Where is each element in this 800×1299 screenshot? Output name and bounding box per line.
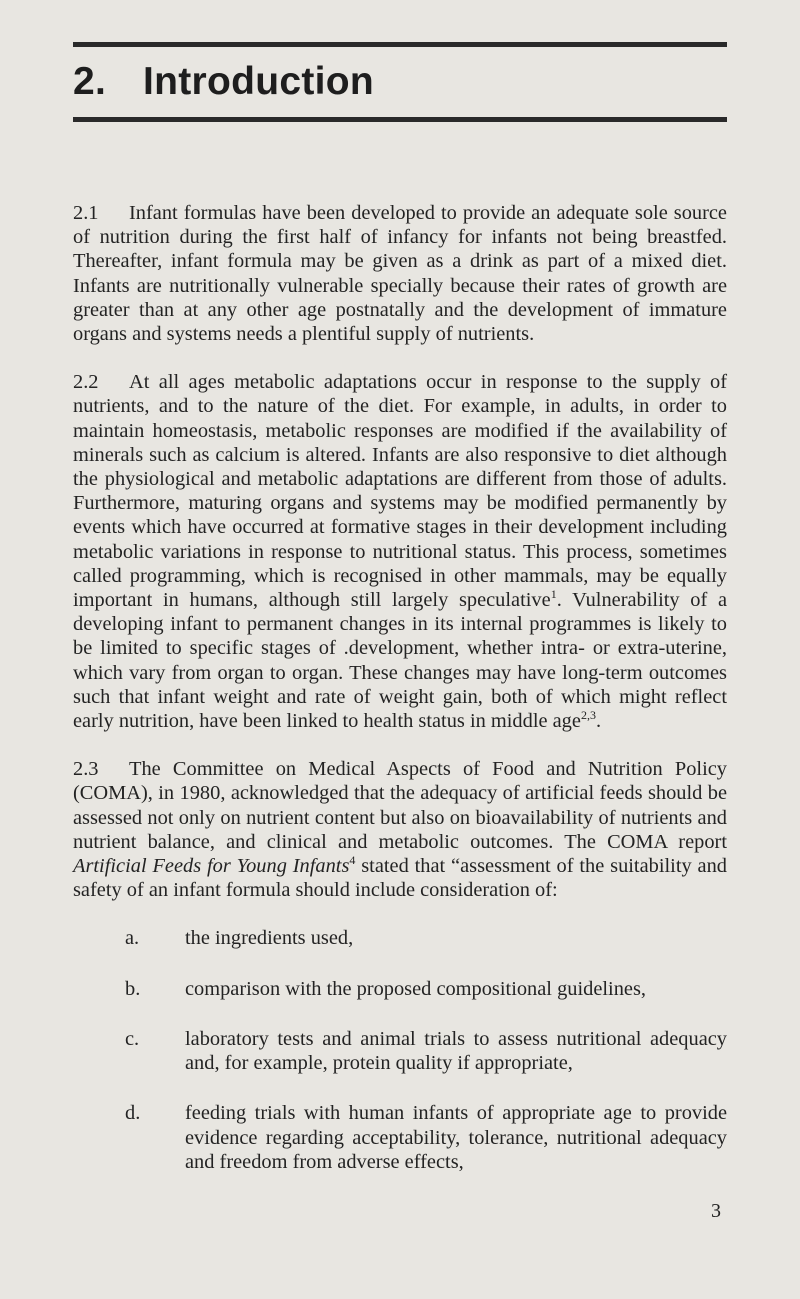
section-number: 2. — [73, 60, 107, 103]
paragraph-text: . Vulnerability of a developing infant to permanent changes in its internal programmes is likely to be limited to specific stages of .development, whether intra- or extra-uterine, which vary from organ to organ. These changes may have long-term outcomes such that infant weight and rate of weight gain, both of which might reflect early nutrition, have been linked to health status in middle age — [73, 589, 727, 733]
list-item — [73, 1027, 727, 1075]
paragraph-2-3 — [73, 757, 727, 902]
list-item — [73, 977, 727, 1001]
criteria-list — [73, 926, 727, 1173]
reference-superscript: 2,3 — [580, 708, 596, 723]
reference-superscript: 4 — [349, 853, 356, 868]
top-rule — [73, 42, 727, 47]
paragraph-2-2 — [73, 370, 727, 733]
paragraph-number: 2.3 — [73, 758, 99, 781]
paragraph-number: 2.2 — [73, 371, 99, 394]
list-marker: b. — [125, 977, 141, 1000]
paragraph-number: 2.1 — [73, 202, 99, 224]
list-item-text: comparison with the proposed compositional guidelines, — [185, 977, 646, 1000]
bottom-rule — [73, 117, 727, 122]
paragraph-text: The Committee on Medical Aspects of Food and Nutrition Policy (COMA), in 1980, acknowledged that the adequacy of artificial feeds should be assessed not only on nutrient content but also on bioavailability of nutrients and nutrient balance, and clinical and metabolic outcomes. The COMA report — [73, 758, 727, 853]
list-item-text: the ingredients used, — [185, 927, 354, 950]
list-item — [73, 1101, 727, 1174]
list-item — [73, 926, 727, 950]
list-item-text: feeding trials with human infants of appropriate age to provide evidence regarding acceptability, tolerance, nutritional adequacy and freedom from adverse effects, — [185, 1102, 727, 1173]
report-title: Artificial Feeds for Young Infants — [73, 855, 350, 878]
paragraph-text: . — [595, 710, 602, 733]
paragraph-text: At all ages metabolic adaptations occur in response to the supply of nutrients, and to the nature of the diet. For example, in adults, in order to maintain homeostasis, metabolic responses are modified if the availability of minerals such as calcium is altered. Infants are also responsive to diet although the physiological and metabolic adaptations are different from those of adults. Furthermore, maturing organs and systems may be modified permanently by events which have occurred at formative stages in their development including metabolic variations in response to nutritional status. This process, sometimes called programming, which is recognised in other mammals, may be equally important in humans, although still largely speculative — [73, 371, 727, 612]
paragraph-text: Infant formulas have been developed to provide an adequate sole source of nutrition during the first half of infancy for infants not being breastfed. Thereafter, infant formula may be given as a drink as part of a mixed diet. Infants are nutritionally vulnerable specially because their rates of growth are greater than at any other age postnatally and the development of immature organs and systems needs a plentiful supply of nutrients. — [73, 202, 727, 346]
list-marker: c. — [125, 1027, 140, 1050]
page-number: 3 — [711, 1200, 721, 1222]
reference-superscript: 1 — [550, 587, 557, 602]
body-text — [73, 201, 727, 1200]
list-marker: a. — [125, 927, 140, 950]
list-marker: d. — [125, 1102, 141, 1125]
section-heading — [73, 56, 374, 108]
paragraph-2-1 — [73, 201, 727, 346]
section-title: Introduction — [143, 60, 375, 103]
paragraph-text: stated that “assessment of the suitability and safety of an infant formula should include consideration of: — [73, 855, 727, 902]
list-item-text: laboratory tests and animal trials to assess nutritional adequacy and, for example, protein quality if appropriate, — [185, 1027, 727, 1075]
